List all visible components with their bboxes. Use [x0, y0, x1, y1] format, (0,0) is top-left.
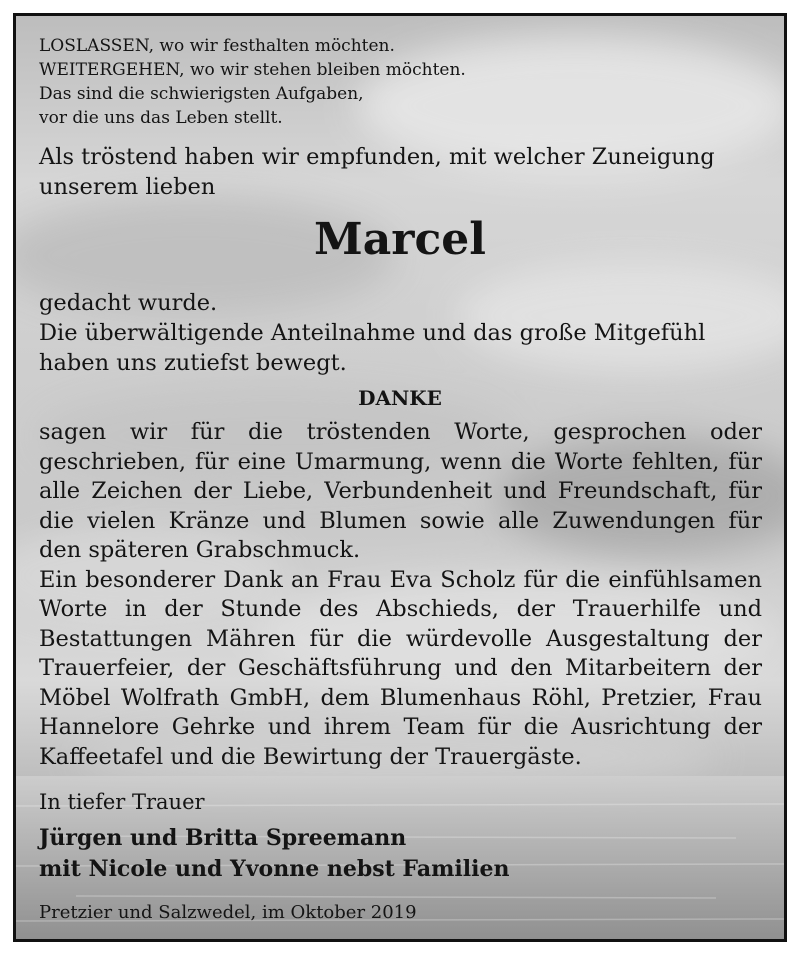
sympathy-text: Die überwältigende Anteilnahme und das große Mitgefühl haben uns zutiefst bewegt. [39, 320, 706, 376]
place-and-date: Pretzier und Salzwedel, im Oktober 2019 [39, 902, 417, 923]
family-signature [39, 823, 762, 885]
motto-line-2: WEITERGEHEN, wo wir stehen bleiben möchten. [39, 60, 466, 80]
sympathy-paragraph [39, 288, 762, 378]
thanks-heading: DANKE [358, 386, 442, 410]
motto-line-1: LOSLASSEN, wo wir festhalten möchten. [39, 36, 395, 56]
family-line-1: Jürgen und Britta Spreemann [39, 825, 407, 851]
special-thanks-text: Ein besonderer Dank an Frau Eva Scholz für die einfühlsamen Worte in der Stunde des Abschieds, der Trauerhilfe und Bestattungen Mähren für die würdevolle Ausgestaltung der Trauerfeier, der Geschäftsführung und den Mitarbeitern der Möbel Wolfrath GmbH, dem Blumenhaus Röhl, Pretzier, Frau Hannelore Gehrke und ihrem Team für die Ausrichtung der Kaffeetafel und die Bewirtung der Trauergäste. [39, 566, 762, 770]
mourning-line: In tiefer Trauer [39, 790, 205, 814]
intro-text: Als tröstend haben wir empfunden, mit welcher Zuneigung unserem lieben [39, 144, 715, 200]
motto-verse [39, 34, 762, 130]
family-line-2: mit Nicole und Yvonne nebst Familien [39, 856, 510, 882]
obituary-thank-you-notice [13, 13, 787, 942]
thanks-text: sagen wir für die tröstenden Worte, gesprochen oder geschrieben, für eine Umarmung, wenn die Worte fehlten, für alle Zeichen der Liebe, Verbundenheit und Freundschaft, für die vielen Kränze und Blumen sowie alle Zuwendungen für den späteren Grabschmuck. [39, 419, 762, 563]
thanks-body [39, 418, 762, 772]
motto-line-3: Das sind die schwierigsten Aufgaben, [39, 84, 364, 104]
deceased-name: Marcel [314, 214, 486, 265]
motto-line-4: vor die uns das Leben stellt. [39, 108, 283, 128]
remembered-text: gedacht wurde. [39, 290, 218, 316]
